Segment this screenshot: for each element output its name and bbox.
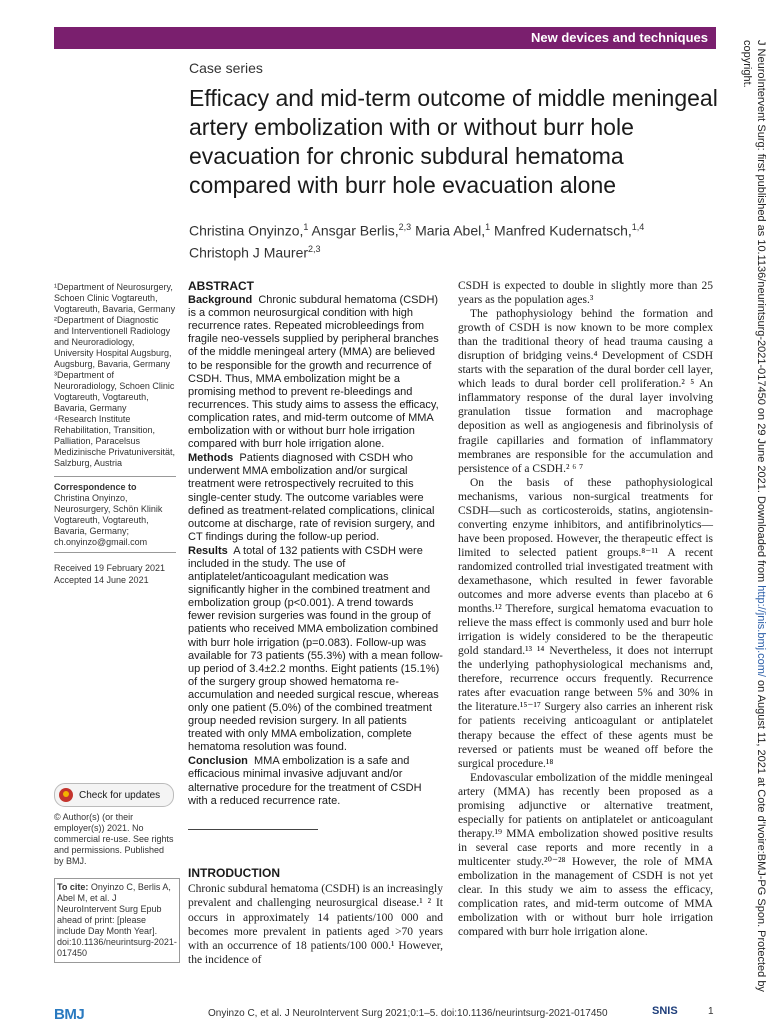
to-cite-box (54, 878, 180, 963)
abstract (188, 280, 443, 809)
body-paragraph: Endovascular embolization of the middle meningeal artery (MMA) has recently been proposed as a promising adjunctive or alternative treatment, especially for patients on antiplatelet or anticoagulant therapy.¹⁹ MMA embolization showed positive results in several case reports and more recently in a multicenter study.²⁰⁻²⁸ However, the role of MMA embolization in the management of CSDH is not yet clear. In this study we aim to assess the efficacy, complication rates, and mid-term outcome of MMA embolization with or without burr hole irrigation compared with burr hole irrigation alone. (458, 771, 713, 939)
correspondence-heading: Correspondence to (54, 482, 137, 492)
abstract-methods-text: Patients diagnosed with CSDH who underwent MMA embolization and/or surgical treatment were retrospectively recruited to this single-center study. The outcome variables were defined as treatment-related complications, clinical outcome at discharge, rate of revision surgery, and CT findings during the follow-up period. (188, 452, 435, 543)
abstract-conclusion-text: MMA embolization is a safe and efficacious minimal invasive adjuvant and/or alternative procedure for the treatment of CSDH with a reduced recurrence rate. (188, 755, 422, 807)
abstract-background-text: Chronic subdural hematoma (CSDH) is a common neurosurgical condition with high recurrence rates. Repeated microbleedings from fragile neo-vessels supplied by peripheral branches of the middle meningeal artery (MMA) are believed to be responsible for the growth and recurrence of CSDH. Thus, MMA embolization might be a promising method to prevent re-bleedings and recurrences. This study aims to assess the efficacy, complication rates, and mid-term outcome of MMA embolization with or without burr hole irrigation compared with burr hole irrigation alone. (188, 294, 439, 451)
abstract-methods (188, 452, 443, 544)
author-list (189, 218, 729, 261)
author-name: Maria Abel, (411, 222, 486, 239)
author-name: Christoph J Maurer (189, 244, 309, 261)
author-name: Christina Onyinzo, (189, 222, 304, 239)
author-affil-marker: 1 (485, 222, 491, 232)
side-note-link[interactable]: http://jnis.bmj.com/ (755, 585, 767, 677)
affiliation-item: ³Department of Neuroradiology, Schoen Clinic Vogtareuth, Vogtareuth, Bavaria, Germany (54, 370, 175, 413)
page-number: 1 (708, 1006, 714, 1017)
abstract-results (188, 545, 443, 755)
abstract-results-text: A total of 132 patients with CSDH were included in the study. The use of antiplatelet/anticoagulant medication was significantly higher in the combined treatment and embolization group (p<0.001). A trend towards fewer revision surgeries was found in the group of patients who received MMA embolization combined with burr hole irrigation (p=0.083). Follow-up was available for 73 patients (55.3%) with a mean follow-up period of 3.4±2.2 months. Eight patients (15.1%) of the surgery group showed hematoma re-accumulation and needed surgical rescue, whereas only one patient (5.0%) of the combined treatment group needed revision surgery. In all patients treated with only MMA embolization, complete hematoma resolution was found. (188, 544, 443, 754)
copyright-notice: © Author(s) (or their employer(s)) 2021. No commercial re-use. See rights and permissions. Published by BMJ. (54, 812, 174, 866)
correspondence-body: Christina Onyinzo, Neurosurgery, Schön Klinik Vogtareuth, Vogtareuth, Bavaria, Germany; ch.onyinzo@gmail.com (54, 493, 163, 547)
bmj-logo: BMJ (54, 1006, 85, 1023)
abstract-background-label: Background (188, 294, 253, 307)
body-paragraph: CSDH is expected to double in slightly more than 25 years as the population ages.³ (458, 280, 713, 307)
author-affil-marker: 1 (303, 222, 309, 232)
article-title: Efficacy and mid-term outcome of middle meningeal artery embolization with or without burr hole evacuation for chronic subdural hematoma compared with burr hole evacuation alone (189, 85, 718, 198)
body-paragraph: On the basis of these pathophysiological mechanisms, various non-surgical treatments for CSDH—such as corticosteroids, statins, angiotensin-converting enzyme inhibitors, and antifibrinolytics—have been proposed. However, the therapeutic effect is limited to selected patient groups.⁸⁻¹¹ A recent randomized controlled trial investigated treatment with dexamethasone, which resulted in fewer favorable outcomes and more adverse events than placebo at 6 months.¹² Therefore, surgical hematoma evacuation to relieve the mass effect is commonly used and burr hole irrigation is widely considered to be the therapeutic gold standard.¹³ ¹⁴ Nevertheless, it does not interrupt the underlying pathophysiological mechanisms and, therefore, recurrence occurs frequently. Recurrence rates after evacuation range between 5% and 30% in the literature.¹⁵⁻¹⁷ Surgery also carries an inherent risk for patients receiving anticoagulant or antiplatelet therapy because the effect of these agents must be reversed or patients must be weaned off before the surgical procedure.¹⁸ (458, 476, 713, 770)
affiliation-item: ⁴Research Institute Rehabilitation, Transition, Palliation, Paracelsus Medizinische Privatuniversität, Salzburg, Austria (54, 414, 176, 468)
side-download-note (732, 40, 768, 1000)
accepted-date: Accepted 14 June 2021 (54, 575, 149, 585)
side-note-prefix: J NeuroIntervent Surg: first published as 10.1136/neurintsurg-2021-017450 on 29 June 2021. Downloaded from (755, 40, 767, 586)
abstract-background (188, 294, 443, 451)
introduction (188, 866, 443, 967)
correspondence (54, 476, 176, 548)
abstract-conclusion (188, 755, 443, 807)
abstract-conclusion-label: Conclusion (188, 755, 248, 768)
to-cite-text: Onyinzo C, Berlis A, Abel M, et al. J NeuroIntervent Surg Epub ahead of print: [please include Day Month Year]. doi:10.1136/neurintsurg-2021-017450 (57, 882, 177, 958)
introduction-heading: INTRODUCTION (188, 866, 280, 880)
check-for-updates-button[interactable] (54, 783, 174, 807)
received-date: Received 19 February 2021 (54, 563, 166, 573)
abstract-divider (188, 829, 318, 830)
side-note-suffix: on August 11, 2021 at Cote d'Ivoire:BMJ-PG Spon. Protected by copyright. (741, 40, 767, 992)
abstract-heading: ABSTRACT (188, 279, 254, 293)
check-for-updates-label: Check for updates (79, 789, 161, 801)
author-affil-marker: 2,3 (398, 222, 412, 232)
affiliation-item: ²Department of Diagnostic and Interventionell Radiology and Neuroradiology, University Hospital Augsburg, Augsburg, Bavaria, Germany (54, 315, 172, 369)
article-dates (54, 552, 176, 586)
section-banner-label: New devices and techniques (530, 30, 708, 45)
introduction-text: Chronic subdural hematoma (CSDH) is an increasingly prevalent and challenging neurosurgical disease.¹ ² It occurs in approximately 14 patients/100 000 and becomes more prevalent in patients aged >70 years with an occurrence of 18 patients/100 000.¹ However, the incidence of (188, 883, 443, 967)
crossmark-icon (59, 788, 73, 802)
to-cite-label: To cite: (57, 882, 89, 892)
footer-citation: Onyinzo C, et al. J NeuroIntervent Surg 2021;0:1–5. doi:10.1136/neurintsurg-2021-017450 (208, 1008, 608, 1019)
author-name: Ansgar Berlis, (308, 222, 399, 239)
abstract-methods-label: Methods (188, 452, 234, 465)
body-column-right (458, 279, 713, 939)
section-banner (54, 27, 716, 49)
affiliations (54, 282, 176, 469)
article-type: Case series (189, 60, 263, 76)
snis-logo: SNIS (652, 1005, 678, 1017)
author-affil-marker: 1,4 (631, 222, 645, 232)
body-paragraph: The pathophysiology behind the formation and growth of CSDH is now known to be more complex than the traditional theory of head trauma causing a disruption of bridging veins.⁴ Development of CSDH starts with the separation of the dural border cell layer, which leads to dural border cell proliferation.² ⁵ An inflammatory response of the dural layer involving granulation tissue formation and macrophage deposition as well as angiogenesis and fibrinolysis of fragile capillaries and formation of inflammatory membranes are responsible for the accumulation and persistence of a CSDH.² ⁶ ⁷ (458, 308, 713, 475)
author-affil-marker: 2,3 (308, 243, 321, 254)
abstract-results-label: Results (188, 544, 228, 557)
author-name: Manfred Kudernatsch, (490, 222, 632, 239)
affiliation-item: ¹Department of Neurosurgery, Schoen Clinic Vogtareuth, Vogtareuth, Bavaria, Germany (54, 282, 176, 314)
